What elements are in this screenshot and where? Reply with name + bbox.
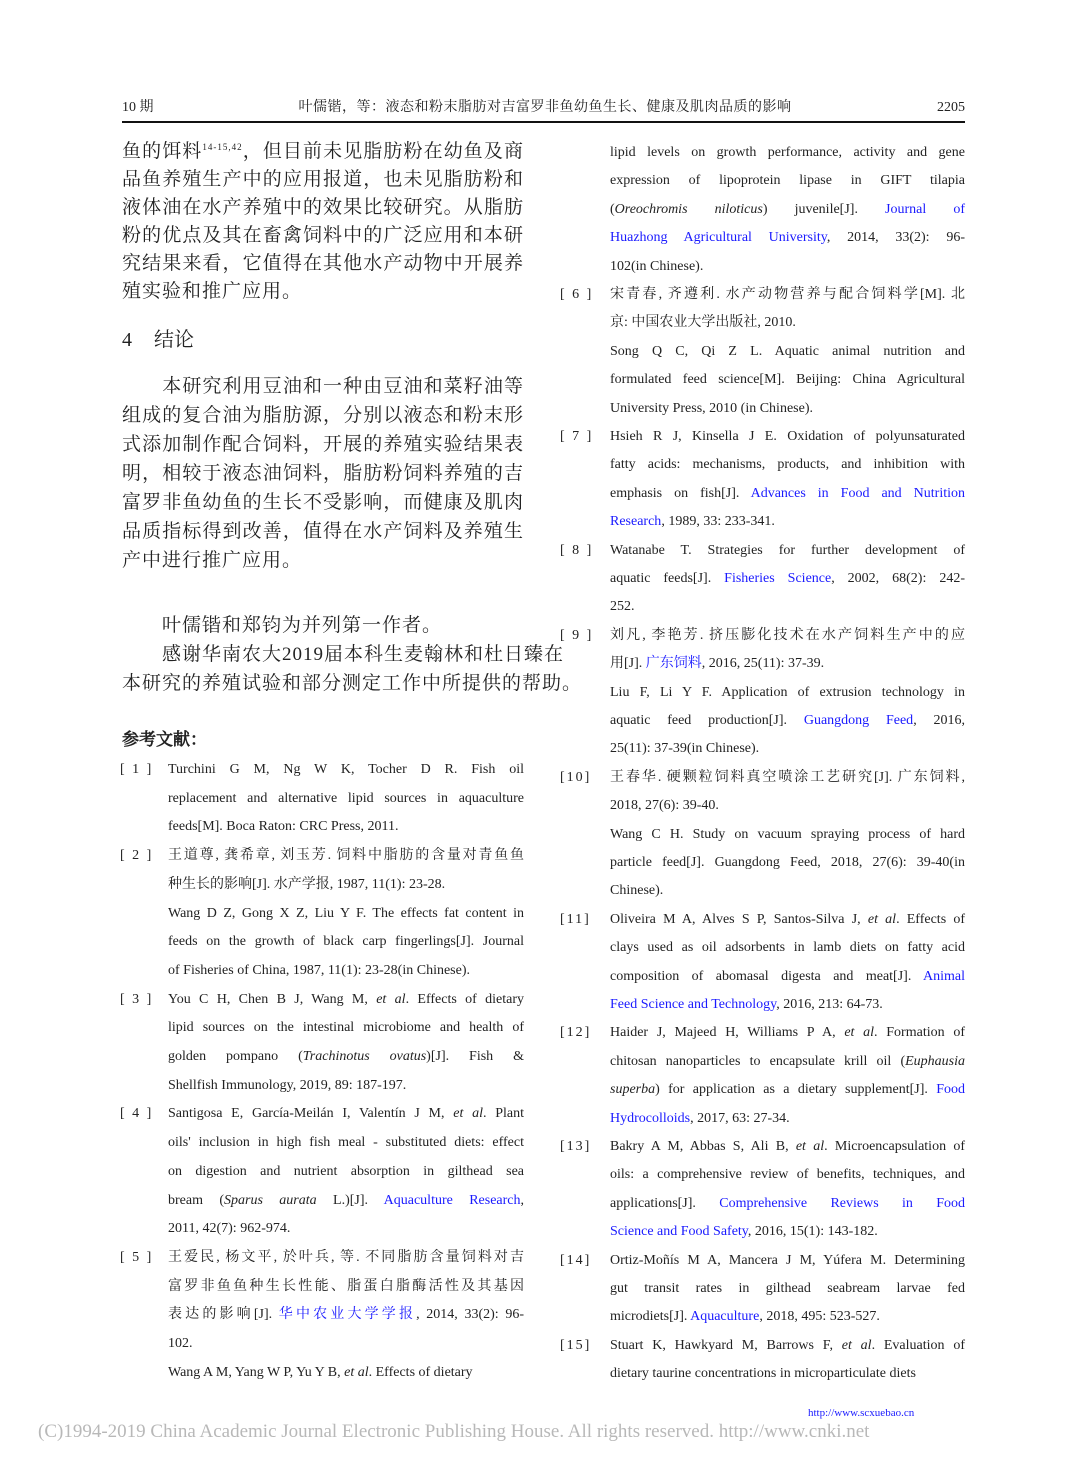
reference-line	[610, 1364, 965, 1384]
body-line	[122, 462, 524, 486]
body-line	[122, 140, 524, 164]
text-run: Wang D Z, Gong X Z, Liu Y F. The effects fat content in	[168, 905, 524, 921]
text-run: 粉的优点及其在畜禽饲料中的广泛应用和本研	[122, 225, 524, 246]
reference-line	[610, 796, 965, 816]
reference-line	[610, 512, 965, 532]
journal-link[interactable]: 广东饲料	[645, 656, 702, 672]
reference-number: [15]	[560, 1337, 592, 1353]
reference-line	[610, 1279, 965, 1299]
reference-line	[610, 626, 965, 646]
text-run: 25(11): 37-39(in Chinese).	[610, 741, 760, 757]
text-run: 刘凡, 李艳芳. 挤压膨化技术在水产饲料生产中的应	[610, 627, 965, 643]
text-run: Stuart K, Hawkyard M, Barrows F,	[610, 1337, 842, 1353]
italic-text: Sparus aurata	[224, 1192, 317, 1208]
text-run: , 2014, 33(2): 96-	[826, 230, 965, 246]
body-line	[122, 491, 524, 515]
reference-line	[168, 789, 524, 809]
reference-line	[168, 1162, 524, 1182]
text-run: . Effects of dietary	[405, 991, 525, 1007]
text-run: Song Q C, Qi Z L. Aquatic animal nutrition and	[610, 343, 965, 359]
text-run: . Effects of	[896, 911, 966, 927]
text-run: 液体油在水产养殖中的效果比较研究。从脂肪	[122, 197, 524, 218]
italic-text: et al	[844, 1025, 875, 1041]
text-run: 品鱼养殖生产中的应用报道，也未见脂肪粉和	[122, 169, 524, 190]
reference-line	[610, 1165, 965, 1185]
text-run: Shellfish Immunology, 2019, 89: 187-197.	[168, 1077, 407, 1093]
reference-line	[168, 1363, 524, 1383]
reference-line	[610, 768, 965, 788]
reference-line	[168, 1133, 524, 1153]
reference-line	[610, 1222, 965, 1242]
text-run: . Effects of dietary	[368, 1364, 473, 1380]
text-run: Santigosa E, García-Meilán I, Valentín J M,	[168, 1106, 454, 1122]
text-run: 王道尊, 龚希章, 刘玉芳. 饲料中脂肪的含量对青鱼鱼	[168, 848, 524, 864]
text-run: . Evaluation of	[871, 1337, 966, 1353]
text-run: 本研究利用豆油和一种由豆油和菜籽油等	[122, 376, 524, 397]
references-heading: 参考文献：	[122, 730, 207, 749]
text-run: ,	[520, 1192, 525, 1208]
text-run: , 2016,	[913, 713, 965, 728]
text-run: 102.	[168, 1336, 193, 1351]
reference-number: [ 6 ]	[560, 287, 594, 302]
reference-line	[610, 228, 965, 248]
reference-line	[610, 427, 965, 447]
body-line	[122, 375, 524, 399]
reference-line	[168, 990, 524, 1010]
text-run: 王爱民, 杨文平, 於叶兵, 等. 不同脂肪含量饲料对吉	[168, 1249, 524, 1265]
text-run: microdiets[J].	[610, 1309, 691, 1325]
reference-line	[610, 853, 965, 873]
reference-line	[610, 285, 965, 305]
text-run: 宋青春, 齐遵利. 水产动物营养与配合饲料学[M]. 北	[610, 287, 965, 302]
journal-link[interactable]: Hydrocolloids	[610, 1110, 691, 1126]
reference-line	[610, 683, 965, 703]
italic-text: Oreochromis niloticus	[614, 201, 763, 217]
journal-url-link[interactable]: http://www.scxuebao.cn	[808, 1407, 915, 1419]
italic-text: et al	[841, 1337, 872, 1353]
text-run: emphasis on fish[J].	[610, 485, 751, 501]
reference-number: [11]	[560, 911, 591, 927]
journal-link[interactable]: Guangdong Feed	[803, 713, 914, 728]
journal-link[interactable]: Science and Food Safety	[610, 1224, 748, 1240]
text-run: 102(in Chinese).	[610, 258, 704, 274]
text-run: L.)[J].	[316, 1192, 384, 1208]
journal-link[interactable]: Animal	[923, 968, 965, 984]
text-run: Hsieh R J, Kinsella J E. Oxidation of polyunsaturated	[610, 429, 965, 444]
text-run: . Microencapsulation of	[824, 1139, 965, 1154]
reference-line	[610, 143, 965, 163]
section-title: 结论	[154, 329, 194, 351]
journal-link[interactable]: Huazhong Agricultural University	[610, 230, 827, 246]
text-run: ，但目前未见脂肪粉在幼鱼及商	[242, 141, 524, 162]
reference-number: [ 1 ]	[120, 762, 154, 777]
text-run: University Press, 2010 (in Chinese).	[610, 400, 813, 416]
italic-text: et al	[867, 911, 897, 927]
reference-line	[610, 1336, 965, 1356]
journal-link[interactable]: Advances in Food and Nutrition	[750, 485, 965, 501]
reference-number: [ 8 ]	[560, 542, 594, 558]
text-run: 殖实验和推广应用。	[122, 281, 303, 302]
body-line	[122, 643, 565, 667]
reference-line	[610, 399, 965, 419]
text-run: particle feed[J]. Guangdong Feed, 2018, 27(6): 39-40(in	[610, 855, 965, 870]
reference-line	[168, 1219, 524, 1239]
text-run: Haider J, Majeed H, Williams P A,	[610, 1025, 845, 1041]
text-run: , 2016, 213: 64-73.	[776, 997, 883, 1012]
reference-number: [ 5 ]	[120, 1249, 154, 1265]
journal-link[interactable]: Research	[610, 514, 662, 530]
text-run: gut transit rates in gilthead seabream larvae fed	[610, 1281, 965, 1296]
text-run: , 1989, 33: 233-341.	[661, 514, 775, 530]
journal-link[interactable]: 华中农业大学学报	[278, 1307, 417, 1323]
reference-line	[610, 171, 965, 191]
text-run: applications[J].	[610, 1195, 720, 1211]
reference-line	[610, 200, 965, 220]
reference-line	[168, 904, 524, 924]
text-run: . Plant	[482, 1106, 525, 1122]
text-run: 产中进行推广应用。	[122, 550, 303, 571]
page-number: 2205	[937, 100, 965, 115]
body-line	[122, 224, 524, 248]
reference-line	[168, 817, 524, 837]
text-run: lipid levels on growth performance, activity and gene	[610, 145, 965, 160]
reference-line	[168, 932, 524, 952]
reference-line	[168, 961, 524, 981]
reference-line	[610, 597, 965, 617]
text-run: replacement and alternative lipid sources in aquaculture	[168, 790, 524, 806]
text-run: composition of abomasal digesta and meat[J].	[610, 968, 923, 984]
reference-line	[168, 846, 524, 866]
reference-number: [13]	[560, 1139, 592, 1154]
reference-line	[168, 760, 524, 780]
text-run: Wang C H. Study on vacuum spraying process of hard	[610, 826, 965, 842]
text-run: , 2016, 15(1): 143-182.	[747, 1224, 878, 1240]
reference-line	[610, 1080, 965, 1100]
issue-label: 10 期	[122, 100, 154, 115]
text-run: , 2014, 33(2): 96-	[416, 1307, 525, 1323]
reference-line	[610, 825, 965, 845]
text-run: ) juvenile[J].	[762, 201, 886, 217]
text-run: 2011, 42(7): 962-974.	[168, 1221, 291, 1237]
text-run: 叶儒锴和郑钧为并列第一作者。	[122, 615, 443, 636]
reference-number: [12]	[560, 1025, 592, 1041]
journal-link[interactable]: Comprehensive Reviews in Food	[719, 1195, 965, 1211]
text-run: (	[610, 201, 615, 217]
text-run: lipid sources on the intestinal microbiome and health of	[168, 1020, 524, 1036]
text-run: aquatic feed production[J].	[610, 713, 804, 728]
reference-line	[168, 1018, 524, 1038]
reference-line	[610, 541, 965, 561]
text-run: 京: 中国农业大学出版社, 2010.	[610, 315, 796, 331]
reference-line	[610, 1194, 965, 1214]
body-line	[122, 196, 524, 220]
reference-line	[610, 967, 965, 987]
text-run: clays used as oil adsorbents in lamb diets on fatty acid	[610, 940, 965, 956]
reference-line	[610, 455, 965, 475]
reference-line	[610, 1109, 965, 1129]
copyright-watermark: (C)1994-2019 China Academic Journal Electronic Publishing House. All rights reserved. http://www.cnki.net	[38, 1421, 870, 1442]
italic-text: Trachinotus ovatus	[302, 1049, 427, 1064]
text-run: dietary taurine concentrations in microparticulate diets	[610, 1366, 916, 1382]
italic-text: et al	[453, 1106, 483, 1122]
text-run: 王春华. 硬颗粒饲料真空喷涂工艺研究[J]. 广东饲料,	[610, 769, 965, 785]
text-run: 感谢华南农大2019届本科生麦翰林和杜日臻在	[122, 644, 565, 665]
text-run: 鱼的饵料	[122, 141, 203, 162]
reference-line	[610, 711, 965, 731]
text-run: 富罗非鱼鱼种生长性能、脂蛋白脂酶活性及其基因	[168, 1278, 524, 1294]
reference-line	[168, 1248, 524, 1268]
reference-line	[610, 1052, 965, 1072]
reference-line	[168, 1277, 524, 1297]
reference-line	[168, 875, 524, 895]
text-run: , 2017, 63: 27-34.	[690, 1110, 790, 1126]
text-run: ) for application as a dietary supplement[J].	[655, 1082, 937, 1098]
journal-link[interactable]: Journal of	[885, 201, 965, 217]
text-run: , 2016, 25(11): 37-39.	[701, 656, 825, 672]
text-run: Oliveira M A, Alves S P, Santos-Silva J,	[610, 911, 868, 927]
text-run: chitosan nanoparticles to encapsulate krill oil (	[610, 1053, 906, 1069]
text-run: 组成的复合油为脂肪源，分别以液态和粉末形	[122, 405, 524, 426]
reference-line	[610, 1307, 965, 1327]
text-run: expression of lipoprotein lipase in GIFT tilapia	[610, 173, 965, 189]
text-run: Bakry A M, Abbas S, Ali B,	[610, 1139, 796, 1154]
text-run: 式添加制作配合饲料，开展的养殖实验结果表	[122, 434, 524, 455]
reference-line	[610, 1137, 965, 1157]
reference-number: [ 2 ]	[120, 848, 154, 864]
text-run: golden pompano (	[168, 1049, 303, 1064]
body-line	[122, 404, 524, 428]
reference-number: [ 7 ]	[560, 429, 594, 444]
reference-number: [ 3 ]	[120, 991, 154, 1007]
reference-line	[610, 1023, 965, 1043]
reference-line	[168, 1334, 524, 1354]
reference-line	[610, 313, 965, 333]
body-line	[122, 252, 524, 276]
body-line	[122, 168, 524, 192]
text-run: 本研究的养殖试验和部分测定工作中所提供的帮助。	[122, 673, 583, 694]
journal-link[interactable]: Feed Science and Technology	[610, 997, 777, 1012]
text-run: 富罗非鱼幼鱼的生长不受影响，而健康及肌肉	[122, 492, 524, 513]
journal-link[interactable]: Fisheries Science	[724, 571, 832, 586]
body-line	[122, 614, 524, 638]
reference-line	[610, 881, 965, 901]
text-run: of Fisheries of China, 1987, 11(1): 23-28(in Chinese).	[168, 962, 470, 978]
italic-text: et al	[376, 991, 406, 1007]
body-line	[122, 520, 524, 544]
body-line	[122, 280, 524, 304]
reference-number: [14]	[560, 1252, 592, 1268]
reference-line	[610, 257, 965, 277]
text-run: . Formation of	[874, 1025, 965, 1041]
reference-number: [10]	[560, 769, 592, 785]
reference-line	[168, 1104, 524, 1124]
journal-link[interactable]: Aquaculture Research	[383, 1192, 521, 1208]
text-run: Liu F, Li Y F. Application of extrusion technology in	[610, 684, 965, 700]
reference-line	[168, 1047, 524, 1067]
text-run: , 2018, 495: 523-527.	[759, 1309, 880, 1325]
text-run: oils: a comprehensive review of benefits, techniques, and	[610, 1167, 965, 1183]
text-run: Wang A M, Yang W P, Yu Y B,	[168, 1364, 345, 1380]
text-run: Ortiz-Moñís M A, Mancera J M, Yúfera M. Determining	[610, 1252, 965, 1268]
reference-number: [ 9 ]	[560, 627, 594, 643]
text-run: )[J]. Fish &	[426, 1049, 525, 1064]
text-run: 究结果来看，它值得在其他水产动物中开展养	[122, 253, 524, 274]
text-run: You C H, Chen B J, Wang M,	[168, 991, 377, 1007]
text-run: aquatic feeds[J].	[610, 571, 725, 586]
reference-line	[610, 370, 965, 390]
text-run: oils' inclusion in high fish meal - substituted diets: effect	[168, 1135, 524, 1151]
reference-line	[168, 1305, 524, 1325]
body-line	[122, 433, 524, 457]
text-run: Chinese).	[610, 883, 664, 899]
text-run: formulated feed science[M]. Beijing: China Agricultural	[610, 372, 965, 388]
text-run: bream (	[168, 1192, 225, 1208]
reference-line	[168, 1191, 524, 1211]
reference-line	[168, 1076, 524, 1096]
text-run: 252.	[610, 599, 635, 615]
text-run: , 2002, 68(2): 242-	[831, 571, 965, 586]
text-run: fatty acids: mechanisms, products, and inhibition with	[610, 457, 965, 473]
text-run: Watanabe T. Strategies for further development of	[610, 542, 965, 558]
text-run: 明，相较于液态油饲料，脂肪粉饲料养殖的吉	[122, 463, 524, 484]
reference-line	[610, 484, 965, 504]
section-heading	[122, 328, 194, 352]
italic-text: Euphausia	[905, 1053, 965, 1069]
italic-text: et al	[344, 1364, 369, 1380]
text-run: 种生长的影响[J]. 水产学报, 1987, 11(1): 23-28.	[168, 876, 446, 892]
reference-line	[610, 995, 965, 1015]
section-number: 4	[122, 329, 132, 351]
reference-line	[610, 569, 965, 589]
reference-line	[610, 910, 965, 930]
body-line	[122, 549, 524, 573]
text-run: 品质指标得到改善，值得在水产饲料及养殖生	[122, 521, 524, 542]
text-run: feeds[M]. Boca Raton: CRC Press, 2011.	[168, 819, 399, 835]
reference-line	[610, 938, 965, 958]
journal-link[interactable]: Food	[936, 1082, 965, 1098]
reference-line	[610, 739, 965, 759]
body-line	[122, 672, 583, 696]
reference-line	[610, 1251, 965, 1271]
citation-superscript[interactable]: 14-15,42	[202, 142, 243, 152]
reference-number: [ 4 ]	[120, 1106, 154, 1122]
reference-line	[610, 654, 965, 674]
italic-text: superba	[610, 1082, 656, 1098]
italic-text: et al	[795, 1139, 825, 1154]
text-run: feeds on the growth of black carp fingerlings[J]. Journal	[168, 934, 524, 950]
reference-line	[610, 342, 965, 362]
text-run: 2018, 27(6): 39-40.	[610, 798, 719, 814]
journal-link[interactable]: Aquaculture	[690, 1309, 760, 1325]
text-run: 用[J].	[610, 656, 646, 672]
header-rule	[122, 121, 965, 123]
running-title: 叶儒锴，等：液态和粉末脂肪对吉富罗非鱼幼鱼生长、健康及肌肉品质的影响	[298, 100, 792, 115]
text-run: Turchini G M, Ng W K, Tocher D R. Fish oil	[168, 762, 524, 777]
text-run: on digestion and nutrient absorption in gilthead sea	[168, 1163, 524, 1179]
text-run: 表达的影响[J].	[168, 1307, 279, 1323]
